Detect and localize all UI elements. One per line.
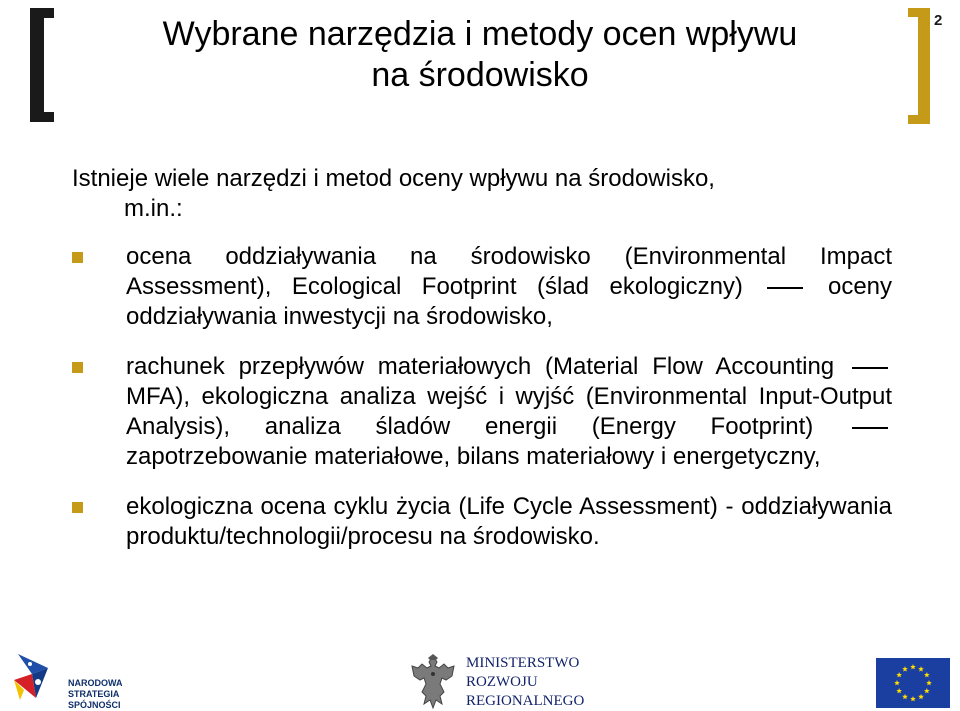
bullet-square-icon bbox=[72, 252, 83, 263]
nss-line-2: STRATEGIA SPÓJNOŚCI bbox=[68, 689, 121, 710]
ministry-line-2: ROZWOJU bbox=[466, 674, 538, 690]
dash-separator bbox=[767, 287, 803, 289]
bullet-text: oceny oddziaływania inwestycji na środowisko, bbox=[126, 273, 893, 330]
bullet-list bbox=[72, 242, 892, 552]
bullet-text: ocena oddziaływania na środowisko (Environmental Impact Assessment), Ecological Footprint (ślad ekologiczny) bbox=[126, 243, 892, 300]
intro-text bbox=[72, 164, 892, 224]
bullet-item-mfa bbox=[72, 352, 892, 472]
nss-line-1: NARODOWA bbox=[68, 678, 123, 688]
bullet-item-lca bbox=[72, 492, 892, 552]
title-line-1: Wybrane narzędzia i metody ocen wpływu bbox=[162, 15, 798, 53]
intro-line-2: m.in.: bbox=[124, 195, 183, 222]
bullet-text: ekologiczna ocena cyklu życia (Life Cycle Assessment) - oddziaływania produktu/technologii/procesu na środowisko. bbox=[126, 493, 892, 550]
footer-logos bbox=[0, 636, 960, 711]
nss-logo bbox=[12, 648, 162, 710]
nss-logo-text bbox=[68, 678, 162, 711]
ministry-line-3: REGIONALNEGO bbox=[466, 693, 585, 709]
bullet-square-icon bbox=[72, 502, 83, 513]
bullet-square-icon bbox=[72, 362, 83, 373]
bullet-text: zapotrzebowanie materiałowe, bilans materiałowy i energetyczny, bbox=[126, 443, 821, 470]
nss-logo-icon bbox=[12, 648, 54, 706]
right-bracket-decoration bbox=[908, 8, 930, 124]
eu-flag-icon bbox=[876, 658, 950, 708]
ministry-name bbox=[466, 654, 584, 711]
ministry-line-1: MINISTERSTWO bbox=[466, 655, 580, 671]
bullet-text: rachunek przepływów materiałowych (Material Flow Accounting bbox=[126, 353, 835, 380]
polish-eagle-icon bbox=[408, 652, 458, 710]
bullet-item-eia bbox=[72, 242, 892, 332]
slide-title bbox=[100, 14, 860, 96]
bullet-text: MFA), ekologiczna analiza wejść i wyjść (Environmental Input-Output Analysis), analiza śladów energii (Energy Footprint) bbox=[126, 383, 892, 440]
title-line-2: na środowisko bbox=[371, 56, 589, 94]
dash-separator bbox=[852, 427, 888, 429]
page-number: 2 bbox=[934, 12, 943, 29]
left-bracket-decoration bbox=[30, 8, 54, 122]
intro-line-1: Istnieje wiele narzędzi i metod oceny wpływu na środowisko, bbox=[72, 165, 715, 192]
dash-separator bbox=[852, 367, 888, 369]
